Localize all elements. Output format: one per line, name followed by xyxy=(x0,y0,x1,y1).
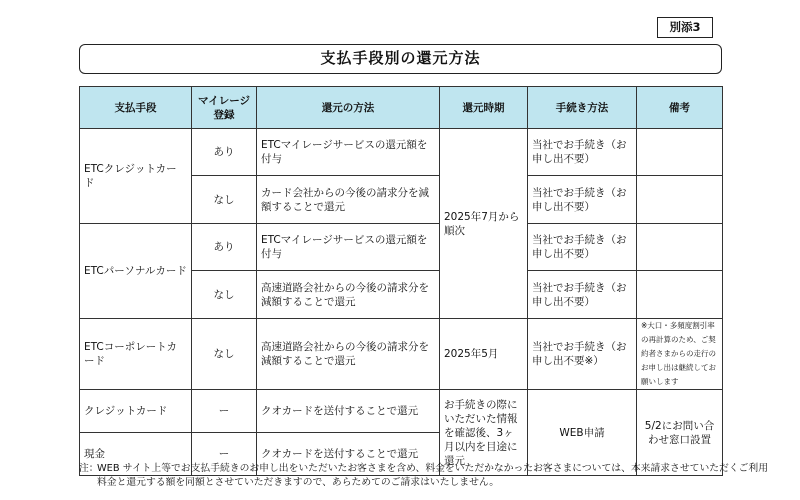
payment-credit-card: クレジットカード xyxy=(80,390,192,433)
mileage-cell: あり xyxy=(192,129,257,176)
payment-cash: 現金 xyxy=(80,433,192,476)
refund-methods-table xyxy=(79,86,723,476)
method-cell: カード会社からの今後の請求分を減額することで還元 xyxy=(257,176,440,224)
method-cell: クオカードを送付することで還元 xyxy=(257,433,440,476)
remarks-note: ※大口・多頻度割引率の再計算のため、ご契約者さまからの走行のお申し出は継続してお願いします xyxy=(637,319,723,390)
header-remarks: 備考 xyxy=(637,87,723,129)
remarks-cell xyxy=(637,271,723,319)
table-row xyxy=(80,224,723,271)
footnote-label: 注： xyxy=(79,463,99,474)
remarks-inquiry: 5/2にお問い合わせ窓口設置 xyxy=(637,390,723,476)
header-refund-method: 還元の方法 xyxy=(257,87,440,129)
mileage-cell: ー xyxy=(192,390,257,433)
method-cell: クオカードを送付することで還元 xyxy=(257,390,440,433)
header-procedure: 手続き方法 xyxy=(528,87,637,129)
procedure-cell: 当社でお手続き（お申し出不要） xyxy=(528,224,637,271)
method-cell: 高速道路会社からの今後の請求分を減額することで還元 xyxy=(257,271,440,319)
remarks-cell xyxy=(637,129,723,176)
method-cell: 高速道路会社からの今後の請求分を減額することで還元 xyxy=(257,319,440,390)
method-cell: ETCマイレージサービスの還元額を付与 xyxy=(257,129,440,176)
mileage-cell: なし xyxy=(192,176,257,224)
payment-etc-corporate: ETCコーポレートカード xyxy=(80,319,192,390)
timing-cell-may: 2025年5月 xyxy=(440,319,528,390)
procedure-cell: 当社でお手続き（お申し出不要※） xyxy=(528,319,637,390)
page-title: 支払手段別の還元方法 xyxy=(79,44,722,74)
header-mileage-registration: マイレージ登録 xyxy=(192,87,257,129)
procedure-cell: 当社でお手続き（お申し出不要） xyxy=(528,176,637,224)
method-cell: ETCマイレージサービスの還元額を付与 xyxy=(257,224,440,271)
table-row xyxy=(80,129,723,176)
procedure-web: WEB申請 xyxy=(528,390,637,476)
mileage-cell: ー xyxy=(192,433,257,476)
remarks-cell xyxy=(637,224,723,271)
footnote-text: WEB サイト上等でお支払手続きのお申し出をいただいたお客さまを含め、料金をいただかなかったお客さまについては、本来請求させていただくご利用料金と還元する額を同額とさせていただきますので、あらためてのご請求はいたしません。 xyxy=(97,463,769,488)
timing-cell-july: 2025年7月から順次 xyxy=(440,129,528,319)
table-row xyxy=(80,390,723,433)
procedure-cell: 当社でお手続き（お申し出不要） xyxy=(528,129,637,176)
header-refund-timing: 還元時期 xyxy=(440,87,528,129)
remarks-cell xyxy=(637,176,723,224)
procedure-cell: 当社でお手続き（お申し出不要） xyxy=(528,271,637,319)
header-payment-method: 支払手段 xyxy=(80,87,192,129)
footnote xyxy=(79,462,769,490)
mileage-cell: なし xyxy=(192,319,257,390)
attachment-tag: 別添3 xyxy=(657,17,713,38)
table-header-row xyxy=(80,87,723,129)
payment-etc-credit: ETCクレジットカード xyxy=(80,129,192,224)
mileage-cell: あり xyxy=(192,224,257,271)
payment-etc-personal: ETCパーソナルカード xyxy=(80,224,192,319)
timing-cell-after: お手続きの際にいただいた情報を確認後、3ヶ月以内を目途に還元 xyxy=(440,390,528,476)
table-row xyxy=(80,319,723,390)
mileage-cell: なし xyxy=(192,271,257,319)
